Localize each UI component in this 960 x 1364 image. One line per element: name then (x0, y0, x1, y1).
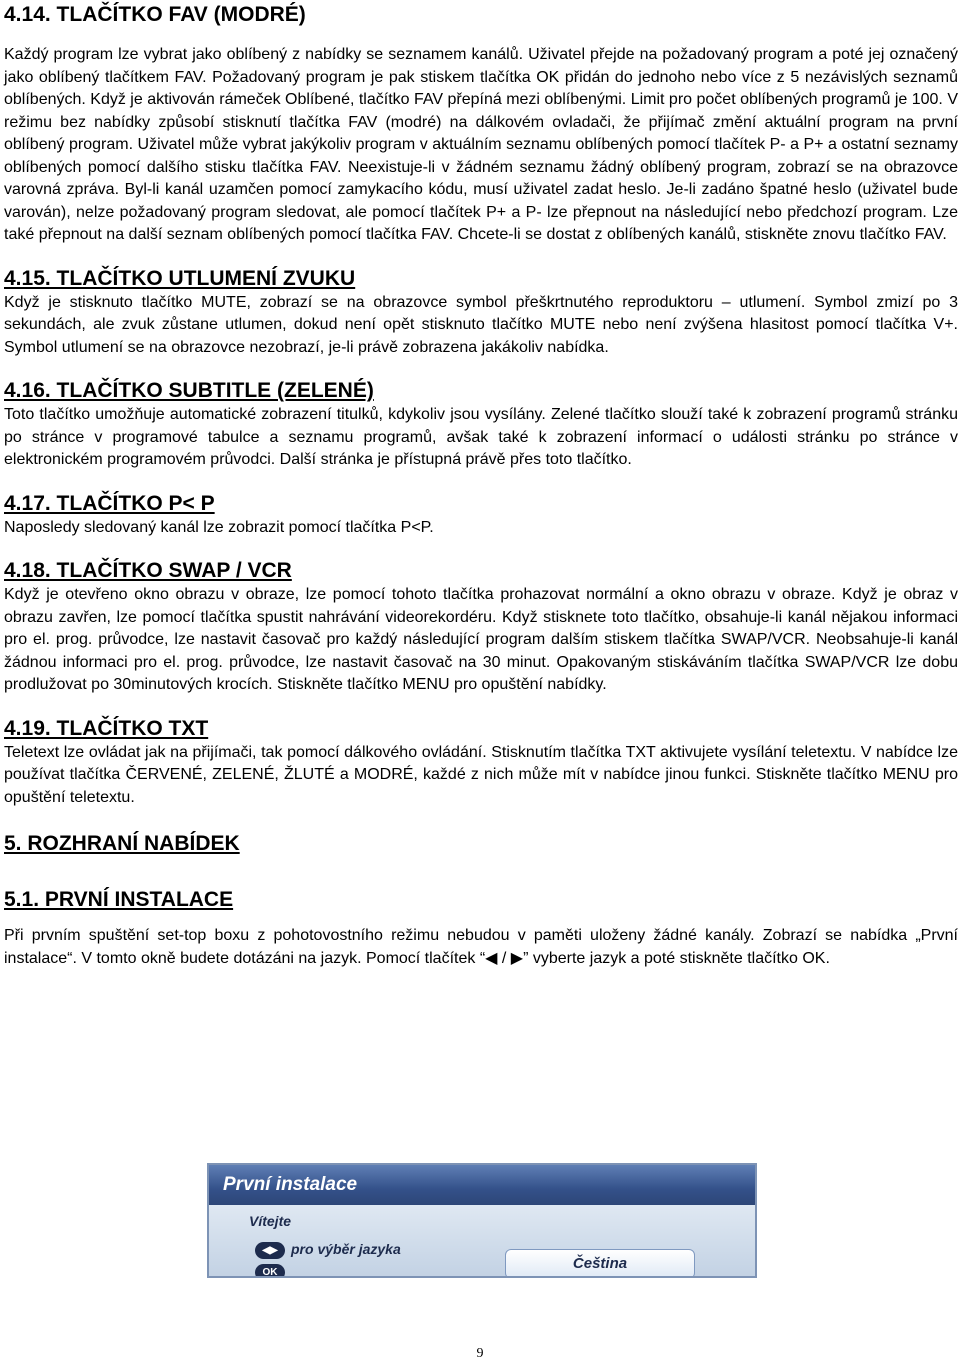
menu-title: První instalace (209, 1165, 755, 1205)
section-text-4-15: Když je stisknuto tlačítko MUTE, zobrazí se na obrazovce symbol přeškrtnutého reproduktoru – utlumení. Symbol zmizí po 3 sekundách, ale zvuk zůstane utlumen, dokud není opět stisknuto tlačítko MUTE nebo není zvýšena hlasitost pomocí tlačítka V+. Symbol utlumení se na obrazovce nezobrazí, je-li právě zobrazena jakákoliv nabídka. (4, 293, 958, 356)
document-page (4, 0, 958, 970)
section-text-4-18: Když je otevřeno okno obrazu v obraze, lze pomocí tohoto tlačítka prohazovat normální a okno obrazu v obraze. Když je obraz v obrazu zavřen, lze pomocí tlačítka spustit nahrávání videorekordéru. Když stisknete toto tlačítko, obsahuje-li kanál nějakou informaci pro el. prog. průvodce, lze nastavit časovač pro každý následující program dalším stiskem tlačítka SWAP/VCR. Neobsahuje-li kanál žádnou informaci pro el. prog. průvodce, lze nastavit časovač na 30 minut. Opakovaným stiskáváním tlačítka SWAP/VCR lze dobu prodlužovat po 30minutových krocích. Stiskněte tlačítko MENU pro opuštění nabídky. (4, 586, 958, 693)
first-installation-menu-screenshot (207, 1163, 757, 1278)
section-heading-4-18: 4.18. TLAČÍTKO SWAP / VCR (4, 559, 292, 582)
language-selector: Čeština (505, 1249, 695, 1278)
section-text-4-19: Teletext lze ovládat jak na přijímači, tak pomocí dálkového ovládání. Stisknutím tlačítka TXT aktivujete vysílání teletextu. V nabídce lze používat tlačítka ČERVENÉ, ZELENÉ, ŽLUTÉ a MODRÉ, každé z nich může mít v nabídce jinou funkci. Stiskněte tlačítko MENU pro opuštění teletextu. (4, 743, 958, 806)
section-text-5-1: Při prvním spuštění set-top boxu z pohotovostního režimu nebudou v paměti uloženy žádné kanály. Zobrazí se nabídka „První instalace“. V tomto okně budete dotázáni na jazyk. Pomocí tlačítek “◀ / ▶” vyberte jazyk a poté stiskněte tlačítko OK. (4, 927, 958, 967)
menu-body (209, 1205, 755, 1276)
section-heading-4-14: 4.14. TLAČÍTKO FAV (MODRÉ) (4, 3, 306, 26)
page-number: 9 (476, 1346, 484, 1361)
section-text-4-17: Naposledy sledovaný kanál lze zobrazit pomocí tlačítka P<P. (4, 518, 434, 536)
menu-hint-arrows-label: pro výběr jazyka (291, 1241, 401, 1257)
section-text-4-14: Každý program lze vybrat jako oblíbený z nabídky se seznamem kanálů. Uživatel přejde na požadovaný program a poté jej označený jako oblíbený tlačítkem FAV. Požadovaný program je pak stiskem tlačítka OK přidán do jednoho nebo více z 5 nezávislých seznamů oblíbených. Když je aktivován rámeček Oblíbené, tlačítko FAV přepíná mezi oblíbenými. Limit pro počet oblíbených programů je 100. V režimu bez nabídky způsobí stisknutí tlačítka FAV (modré) na dálkovém ovladači, že přijímač změní aktuální program na první oblíbený program. Uživatel může vybrat jakýkoliv program v aktuálním seznamu oblíbených pomocí tlačítek P- a P+ a ostatní seznamy oblíbených pomocí dalšího stisku tlačítka FAV. Neexistuje-li v žádném seznamu žádný oblíbený program, zobrazí se na obrazovce varovná zpráva. Byl-li kanál uzamčen pomocí zamykacího kódu, musí uživatel zadat heslo. Je-li zadáno špatné heslo (uživatel bude varován), nelze požadovaný program sledovat, ale pomocí tlačítek P+ a P- lze přepnout na následující nebo předchozí program. Lze také přepnout na další seznam oblíbených pomocí tlačítka FAV. Chcete-li se dostat z oblíbených kanálů, stiskněte znovu tlačítko FAV. (4, 46, 958, 243)
section-heading-5-1: 5.1. PRVNÍ INSTALACE (4, 888, 234, 911)
section-heading-4-17: 4.17. TLAČÍTKO P< P (4, 491, 215, 515)
ok-button-icon: OK (255, 1264, 285, 1278)
menu-hint-arrows (255, 1241, 401, 1259)
left-right-arrows-icon: ◀▶ (255, 1242, 285, 1259)
section-heading-4-16: 4.16. TLAČÍTKO SUBTITLE (ZELENÉ) (4, 379, 374, 402)
section-text-4-16: Toto tlačítko umožňuje automatické zobrazení titulků, kdykoliv jsou vysílány. Zelené tlačítko slouží také k zobrazení programů stránku po stránce v programové tabulce a seznamu programů, avšak také k zobrazení informací o události stránku po stránce v elektronickém programovém průvodci. Další stránka je přístupná právě přes toto tlačítko. (4, 406, 958, 468)
menu-welcome: Vítejte (249, 1213, 292, 1229)
menu-hint-ok (255, 1263, 291, 1278)
section-heading-4-19: 4.19. TLAČÍTKO TXT (4, 716, 209, 740)
section-heading-4-15: 4.15. TLAČÍTKO UTLUMENÍ ZVUKU (4, 266, 356, 290)
section-heading-5: 5. ROZHRANÍ NABÍDEK (4, 832, 240, 855)
